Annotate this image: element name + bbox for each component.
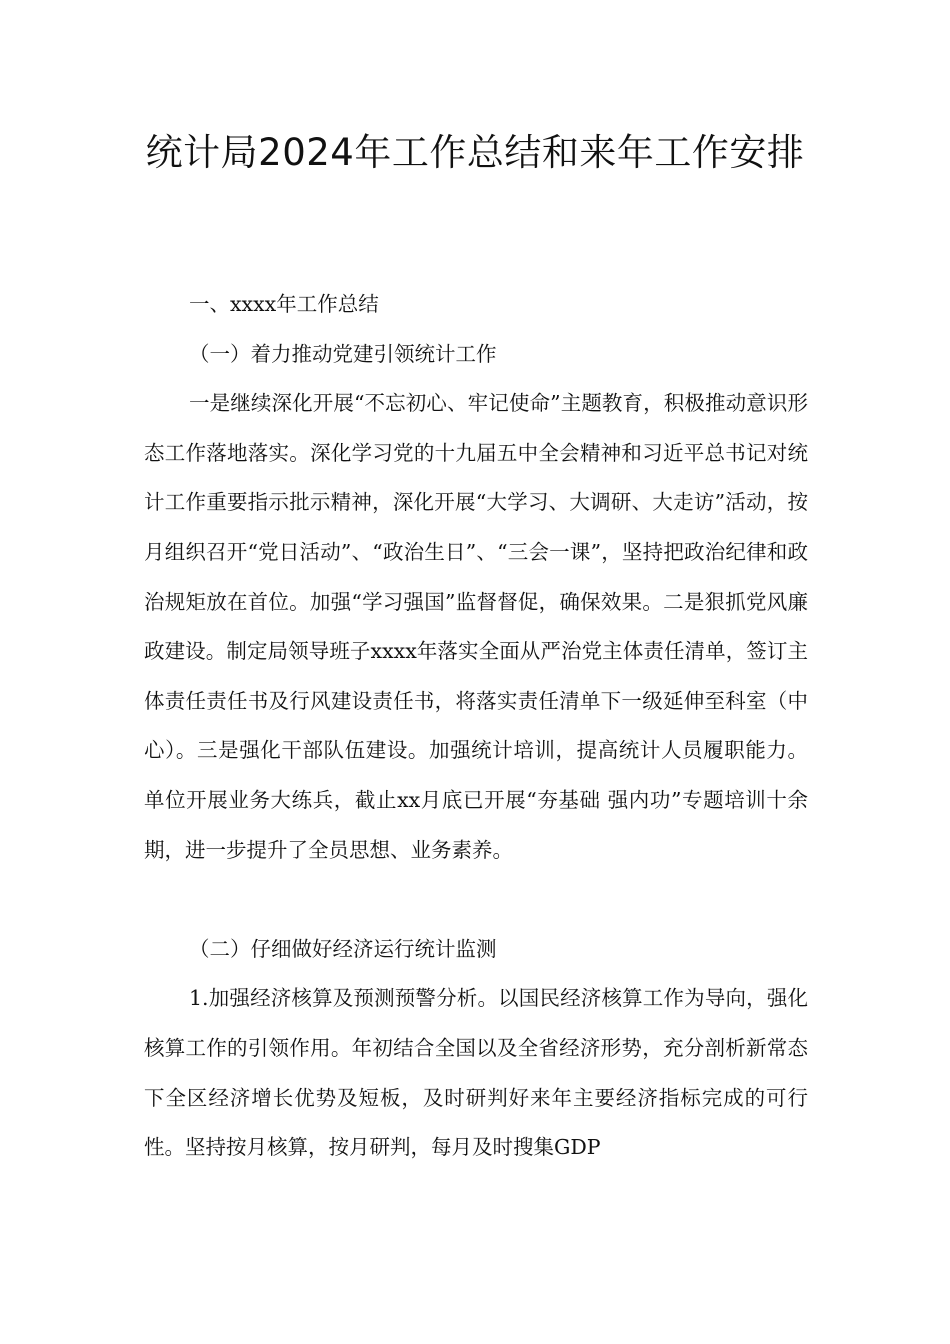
paragraph-2: 1.加强经济核算及预测预警分析。以国民经济核算工作为导向，强化核算工作的引领作用。年初结合全国以及全省经济形势，充分剖析新常态下全区经济增长优势及短板，及时研判好来年主要经济指标完成的可行性。坚持按月核算，按月研判，每月及时搜集GDP <box>144 986 808 1160</box>
subsection-heading-1: （一）着力推动党建引领统计工作 <box>189 341 497 366</box>
subsection-heading-2: （二）仔细做好经济运行统计监测 <box>189 936 497 961</box>
document-title: 统计局2024年工作总结和来年工作安排 <box>145 131 805 174</box>
paragraph-spacer <box>144 875 808 925</box>
paragraph-1: 一是继续深化开展“不忘初心、牢记使命”主题教育，积极推动意识形态工作落地落实。深化学习党的十九届五中全会精神和习近平总书记对统计工作重要指示批示精神，深化开展“大学习、大调研、大走访”活动，按月组织召开“党日活动”、“政治生日”、“三会一课”，坚持把政治纪律和政治规矩放在首位。加强“学习强国”监督督促，确保效果。二是狠抓党风廉政建设。制定局领导班子xxxx年落实全面从严治党主体责任清单，签订主体责任责任书及行风建设责任书，将落实责任清单下一级延伸至科室（中心）。三是强化干部队伍建设。加强统计培训，提高统计人员履职能力。单位开展业务大练兵，截止xx月底已开展“夯基础 强内功”专题培训十余期，进一步提升了全员思想、业务素养。 <box>144 391 808 862</box>
document-body <box>144 280 808 1173</box>
section-heading-1: 一、xxxx年工作总结 <box>189 292 379 316</box>
